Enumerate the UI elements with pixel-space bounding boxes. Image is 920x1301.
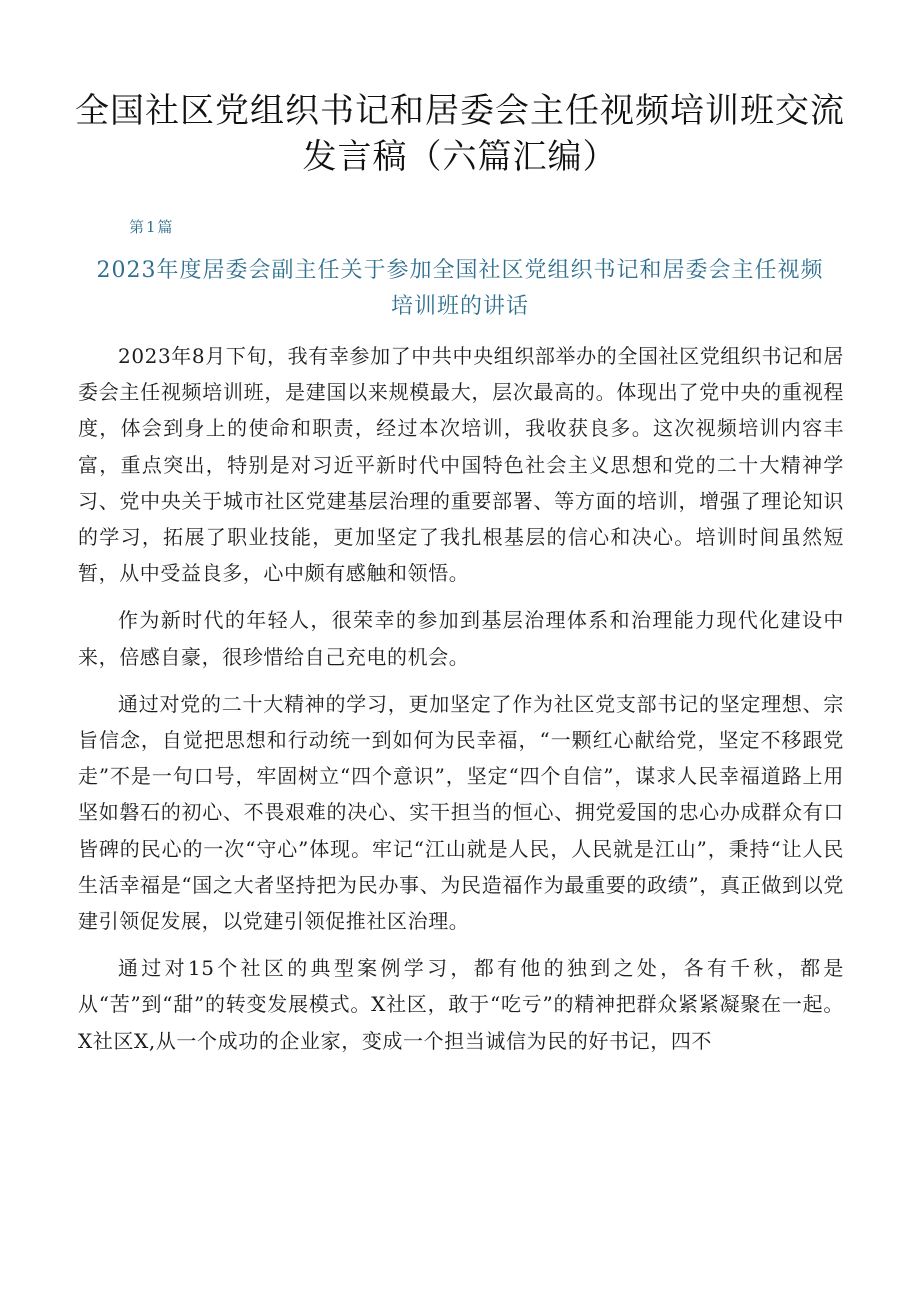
document-body [78, 338, 844, 1070]
paragraph: 通过对党的二十大精神的学习，更加坚定了作为社区党支部书记的坚定理想、宗旨信念，自觉把思想和行动统一到如何为民幸福，“一颗红心献给党，坚定不移跟党走”不是一句口号，牢固树立“四个意识”，坚定“四个自信”，谋求人民幸福道路上用坚如磐石的初心、不畏艰难的决心、实干担当的恒心、拥党爱国的忠心办成群众有口皆碑的民心的一次“守心”体现。牢记“江山就是人民，人民就是江山”，秉持“让人民生活幸福是“国之大者坚持把为民办事、为民造福作为最重要的政绩”，真正做到以党建引领促发展，以党建引领促推社区治理。 [78, 691, 844, 934]
paragraph: 作为新时代的年轻人，很荣幸的参加到基层治理体系和治理能力现代化建设中来，倍感自豪，很珍惜给自己充电的机会。 [78, 608, 844, 669]
document-title: 全国社区党组织书记和居委会主任视频培训班交流发言稿（六篇汇编） [75, 91, 845, 177]
part-label: 第1篇 [129, 218, 175, 236]
paragraph: 2023年8月下旬，我有幸参加了中共中央组织部举办的全国社区党组织书记和居委会主任视频培训班，是建国以来规模最大，层次最高的。体现出了党中央的重视程度，体会到身上的使命和职责，经过本次培训，我收获良多。这次视频培训内容丰富，重点突出，特别是对习近平新时代中国特色社会主义思想和党的二十大精神学习、党中央关于城市社区党建基层治理的重要部署、等方面的培训，增强了理论知识的学习，拓展了职业技能，更加坚定了我扎根基层的信心和决心。培训时间虽然短暂，从中受益良多，心中颇有感触和领悟。 [78, 344, 844, 586]
speech-title: 2023年度居委会副主任关于参加全国社区党组织书记和居委会主任视频培训班的讲话 [96, 258, 824, 319]
paragraph: 通过对15个社区的典型案例学习，都有他的独到之处，各有千秋，都是从“苦”到“甜”的转变发展模式。X社区，敢于“吃亏”的精神把群众紧紧凝聚在一起。X社区X,从一个成功的企业家，变成一个担当诚信为民的好书记，四不 [78, 956, 844, 1053]
